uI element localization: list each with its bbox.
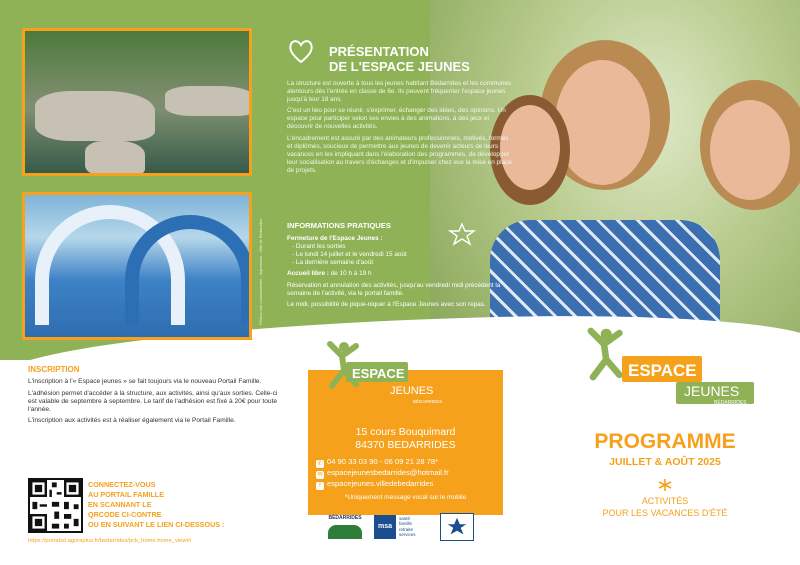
facebook-link[interactable]: f espacejeunes.villedebedarrides: [316, 479, 506, 490]
email-icon: ✉: [317, 472, 323, 478]
programme-section: [565, 430, 765, 518]
inflatable-pool-photo: [22, 192, 252, 340]
river-photo: [22, 28, 252, 176]
heart-hand-icon: [287, 38, 315, 64]
jumping-figure-icon: [582, 326, 626, 382]
caf-logo: [440, 513, 474, 541]
closure-list: [292, 243, 512, 267]
qr-code[interactable]: [28, 478, 83, 533]
inscription-text: L'inscription à l'« Espace jeunes » se fait toujours via le nouveau Portail Famille.: [28, 378, 262, 386]
address-city: 84370 BEDARRIDES: [355, 439, 456, 451]
practical-info-section: [287, 222, 512, 312]
inscription-text: L'adhésion permet d'accéder à la structure, aux activités, ainsi qu'aux sorties. Celle-ci est valable de septembre à septembre. Le tarif de l'adhésion est fixé à 20€ pour toute l'année.: [28, 389, 278, 414]
msa-logo: msa santé famille retraite services: [374, 513, 432, 541]
list-item: - Durant les sorties: [292, 243, 346, 251]
lunch-info: Le midi, possibilité de pique-niquer à l'Espace Jeunes avec son repas.: [287, 300, 486, 308]
inscription-section: [28, 366, 280, 429]
photo-caption: Photos non contractuelles - Impression - Ville de Bédarrides: [258, 218, 263, 325]
partner-logos: [326, 513, 476, 543]
portal-connect-text: CONNECTEZ-VOUS AU PORTAIL FAMILLE EN SCANNANT LE QRCODE CI-CONTRE OU EN SUIVANT LE LIEN CI-DESSOUS :: [88, 480, 225, 529]
address-street: 15 cours Bouquimard: [355, 426, 456, 438]
accueil-info: Accueil libre : de 10 h à 19 h: [287, 270, 372, 278]
inscription-text: L'inscription aux activités est à réaliser également via le Portail Famille.: [28, 417, 236, 425]
espace-jeunes-logo: ESPACE JEUNES BÉDARRIDES: [328, 340, 478, 410]
inscription-title: INSCRIPTION: [28, 365, 80, 374]
presentation-title: PRÉSENTATION DE L'ESPACE JEUNES: [329, 44, 470, 74]
facebook-icon: f: [316, 482, 324, 490]
sparkle-icon: [657, 478, 673, 492]
list-item: - La dernière semaine d'août: [292, 259, 374, 267]
practical-info-title: INFORMATIONS PRATIQUES: [287, 221, 391, 230]
programme-subtitle: POUR LES VACANCES D'ÉTÉ: [602, 508, 728, 518]
list-item: - Le lundi 14 juillet et le vendredi 15 août: [292, 251, 407, 259]
programme-title: PROGRAMME: [594, 430, 736, 453]
phone-line: ✆ 04 90 33 03 90 - 06 09 21 28 78*: [317, 457, 439, 467]
portal-link[interactable]: https://portabsl.agoraplus.fr/bedarrides/pck_home.home_view#/: [28, 538, 192, 544]
voicemail-note: *Uniquement message vocal sur le mobile: [344, 494, 467, 501]
phone-icon: ✆: [317, 461, 323, 467]
closure-label: Fermeture de l'Espace Jeunes :: [287, 235, 383, 243]
programme-subtitle: ACTIVITÉS: [641, 496, 689, 506]
bedarrides-city-logo: BÉDARRIDES: [326, 513, 364, 541]
reservation-info: Réservation et annulation des activités, jusqu'au vendredi midi précédent la semaine de l'activité, via le portail famille.: [287, 281, 501, 297]
programme-dates: JUILLET & AOÛT 2025: [609, 456, 721, 468]
email-link[interactable]: ✉ espacejeunesbedarrides@hotmail.fr: [317, 468, 449, 478]
presentation-text: La structure est ouverte à tous les jeunes habitant Bédarrides et les communes alentours dès l'entrée en classe de 6e. Ils peuvent fréquenter l'espace jeunes jusqu'à leur 18 ans. C'est un lieu pour se réunir, s'exprimer, échanger des idées, des opinions. Un espace pour participer selon ses envies à des animations, à des jeux et découvrir de nouvelles activités. L'encadrement est assuré par des animateurs professionnels, motivés, formés et diplômés, soucieux de permettre aux jeunes de devenir acteurs de leurs vacances en les impliquant dans l'élaboration des programmes, de développer leur socialisation au travers d'échanges et d'impulser chez eux la mise en place de projets.: [287, 80, 512, 174]
caf-emblem-icon: [441, 514, 473, 540]
espace-jeunes-logo-large: ESPACE JEUNES BÉDARRIDES: [580, 326, 770, 416]
